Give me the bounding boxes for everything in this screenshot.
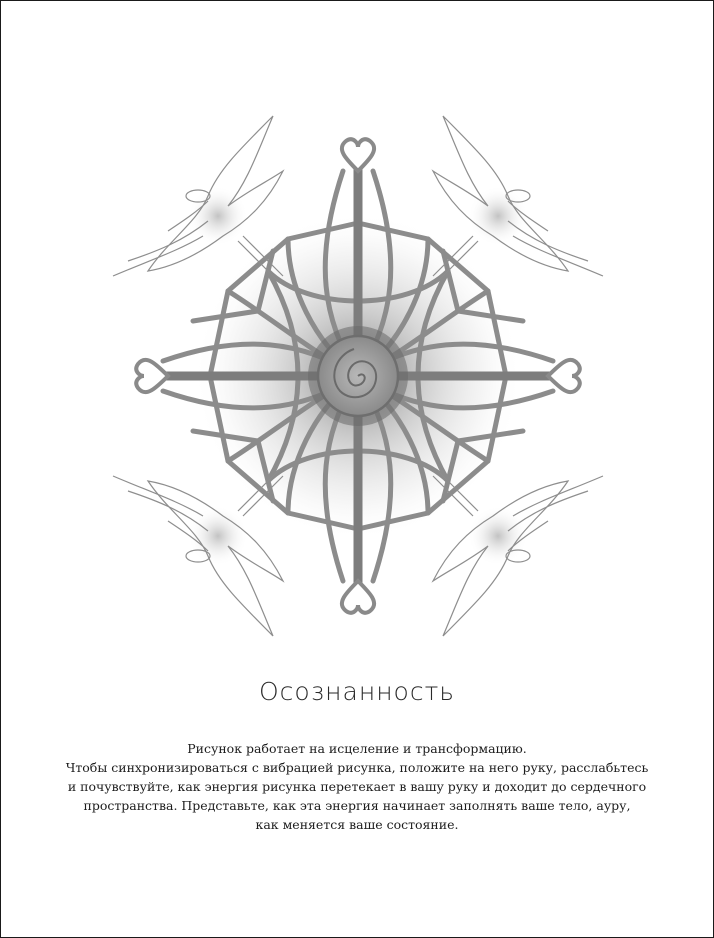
paragraph-line: пространства. Представьте, как эта энергия начинает заполнять ваше тело, ауру,	[83, 798, 631, 813]
paragraph-line: как меняется ваше состояние.	[255, 817, 459, 832]
paragraph-line: Чтобы синхронизироваться с вибрацией рисунка, положите на него руку, расслабьтесь	[65, 760, 649, 775]
page-title: Осознанность	[258, 677, 456, 706]
mandala-illustration	[108, 111, 608, 641]
paragraph-line: и почувствуйте, как энергия рисунка перетекает в вашу руку и доходит до сердечного	[67, 779, 647, 794]
paragraph-line: Рисунок работает на исцеление и трансформацию.	[187, 741, 527, 756]
description-paragraph	[61, 739, 653, 834]
